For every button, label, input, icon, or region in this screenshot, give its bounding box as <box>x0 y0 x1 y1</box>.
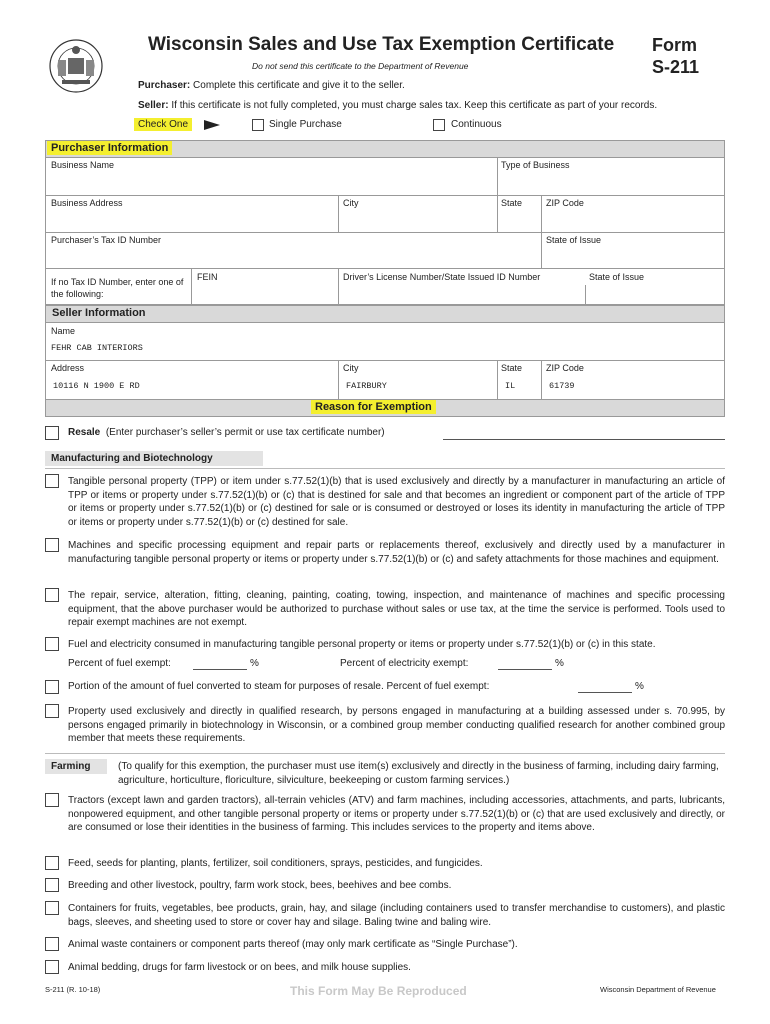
farm-item3-text: Breeding and other livestock, poultry, farm work stock, bees, beehives and bee combs. <box>68 880 452 891</box>
form-number <box>652 34 699 78</box>
fuel-pct-label: Percent of fuel exempt: <box>68 658 171 669</box>
mfg-item5-checkbox[interactable] <box>45 680 59 694</box>
reason-header: Reason for Exemption <box>311 400 436 414</box>
mfg-item3-checkbox[interactable] <box>45 588 59 602</box>
farm-item3-checkbox[interactable] <box>45 878 59 892</box>
business-name-label: Business Name <box>51 160 115 170</box>
seller-state-value: IL <box>505 381 516 391</box>
farm-item1-checkbox[interactable] <box>45 793 59 807</box>
farm-item5-checkbox[interactable] <box>45 937 59 951</box>
farm-item5-text: Animal waste containers or component parts thereof (may only mark certificate as “Single Purchase”). <box>68 939 518 950</box>
mfg-item1-checkbox[interactable] <box>45 474 59 488</box>
seller-zip-value: 61739 <box>549 381 575 391</box>
farming-header: Farming <box>45 759 107 774</box>
form-revision: S-211 (R. 10-18) <box>45 985 101 994</box>
arrow-right-icon <box>204 120 220 130</box>
single-purchase-checkbox[interactable] <box>252 119 264 131</box>
farm-item2-text: Feed, seeds for planting, plants, fertilizer, soil conditioners, sprays, pesticides, and fungicides. <box>68 858 483 869</box>
wisconsin-seal-icon <box>48 36 104 96</box>
elec-pct-field[interactable] <box>498 669 552 670</box>
form-code: S-211 <box>652 57 700 77</box>
page-subtitle: Do not send this certificate to the Department of Revenue <box>252 61 469 71</box>
mfg-item6-checkbox[interactable] <box>45 704 59 718</box>
farm-item6-checkbox[interactable] <box>45 960 59 974</box>
page-title: Wisconsin Sales and Use Tax Exemption Certificate <box>148 34 615 55</box>
mfg-item3-text: The repair, service, alteration, fitting, cleaning, painting, coating, towing, inspection, and maintenance of machines and specific processing equipment, that the above purchaser would be authorized to purchase without sales or use tax, at the time the service is performed. Tools used to repair exempt machines are not exempt. <box>68 590 725 628</box>
business-address-label: Business Address <box>51 198 123 208</box>
purchaser-instruction: Purchaser: Complete this certificate and give it to the seller. <box>138 80 405 91</box>
reproduced-note: This Form May Be Reproduced <box>290 984 467 998</box>
seller-name-value: FEHR CAB INTERIORS <box>51 343 143 353</box>
department-name: Wisconsin Department of Revenue <box>600 985 716 994</box>
elec-pct-label: Percent of electricity exempt: <box>340 658 469 669</box>
seller-zip-label: ZIP Code <box>546 363 584 373</box>
resale-checkbox[interactable] <box>45 426 59 440</box>
seller-name-label: Name <box>51 326 76 336</box>
check-one-label: Check One <box>134 118 192 131</box>
state-of-issue-2-label: State of Issue <box>589 272 645 282</box>
seller-instruction: Seller: If this certificate is not fully completed, you must charge sales tax. Keep this certificate as part of your records. <box>138 100 658 111</box>
seller-city-value: FAIRBURY <box>346 381 387 391</box>
elec-pct-sign: % <box>555 658 564 669</box>
fuel-pct-field[interactable] <box>193 669 247 670</box>
seller-state-label: State <box>501 363 523 373</box>
resale-label: Resale (Enter purchaser’s seller’s permit or use tax certificate number) <box>68 427 385 438</box>
mfg-item2-text: Machines and specific processing equipment and repair parts or replacements thereof, exclusively and directly used by a manufacturer in manufacturing tangible personal property or items or property under s.77.52(1)(b) or (c) and safety attachments for those machines and equipment. <box>68 540 725 565</box>
seller-city-label: City <box>343 363 359 373</box>
farm-item4-text: Containers for fruits, vegetables, bee products, grain, hay, and silage (including containers used to transfer merchandise to customers), and plastic bags, sleeves, and sheeting used to store or cover hay and silage. Baling twine and baling wire. <box>68 903 725 928</box>
tax-id-label: Purchaser’s Tax ID Number <box>51 235 162 245</box>
form-label: Form <box>652 35 697 55</box>
farm-item4-checkbox[interactable] <box>45 901 59 915</box>
farm-item2-checkbox[interactable] <box>45 856 59 870</box>
purchaser-city-label: City <box>343 198 359 208</box>
mfg-item6-text: Property used exclusively and directly in qualified research, by persons engaged in manufacturing at a building assessed under s. 70.995, by persons engaged primarily in biotechnology in Wisconsin, or a combined group member conducting qualified research for another combined group member that meets these requirements. <box>68 706 725 744</box>
farm-item6-text: Animal bedding, drugs for farm livestock or on bees, and milk house supplies. <box>68 962 411 973</box>
fein-label: FEIN <box>197 272 218 282</box>
type-of-business-label: Type of Business <box>501 160 570 170</box>
mfg-item4-checkbox[interactable] <box>45 637 59 651</box>
purchaser-zip-label: ZIP Code <box>546 198 584 208</box>
steam-pct-sign: % <box>635 681 644 692</box>
farming-intro: (To qualify for this exemption, the purchaser must use item(s) exclusively and directly in the business of farming, including dairy farming, agriculture, horticulture, floriculture, silviculture, beekeeping or custom farming services.) <box>118 761 719 786</box>
seller-address-value: 10116 N 1900 E RD <box>53 381 140 391</box>
resale-number-field[interactable] <box>443 439 725 440</box>
single-purchase-label: Single Purchase <box>269 119 342 130</box>
fuel-pct-sign: % <box>250 658 259 669</box>
purchaser-header: Purchaser Information <box>47 141 172 155</box>
if-no-tax-id-label: If no Tax ID Number, enter one of the following: <box>51 277 184 299</box>
mfg-item5-text: Portion of the amount of fuel converted to steam for purposes of resale. Percent of fuel exempt: <box>68 681 490 692</box>
seller-header: Seller Information <box>52 307 146 319</box>
continuous-checkbox[interactable] <box>433 119 445 131</box>
mfg-item4-text: Fuel and electricity consumed in manufacturing tangible personal property or items or property under s.77.52(1)(b) or (c) in this state. <box>68 639 656 650</box>
seller-header-bar <box>45 305 725 323</box>
mfg-item2-checkbox[interactable] <box>45 538 59 552</box>
manufacturing-header: Manufacturing and Biotechnology <box>45 451 263 466</box>
continuous-label: Continuous <box>451 119 502 130</box>
state-of-issue-label: State of Issue <box>546 235 602 245</box>
farm-item1-text: Tractors (except lawn and garden tractors), all-terrain vehicles (ATV) and farm machines, including accessories, attachments, and parts, lubricants, nonpowered equipment, and other tangible personal property or items or property under s.77.52(1)(b) or (c) that are used exclusively and directly, or are consumed or lose their identities in the business of farming. This includes services to the property and items above. <box>68 795 725 833</box>
drivers-license-label: Driver’s License Number/State Issued ID Number <box>343 272 541 282</box>
steam-pct-field[interactable] <box>578 692 632 693</box>
seller-address-label: Address <box>51 363 85 373</box>
mfg-item1-text: Tangible personal property (TPP) or item under s.77.52(1)(b) that is used exclusively and directly by a manufacturer in manufacturing an article of TPP or items or property under s.77.52(1)(b) or (c) that is destined for sale and that becomes an ingredient or component part of the article of TPP or items or property under s.77.52(1)(b) or (c) destined for sale or is consumed or destroyed or loses its identity in manufacturing the article of TPP or items or property under s.77.52(1)(b) or (c) destined for sale. <box>68 476 725 528</box>
purchaser-state-label: State <box>501 198 523 208</box>
